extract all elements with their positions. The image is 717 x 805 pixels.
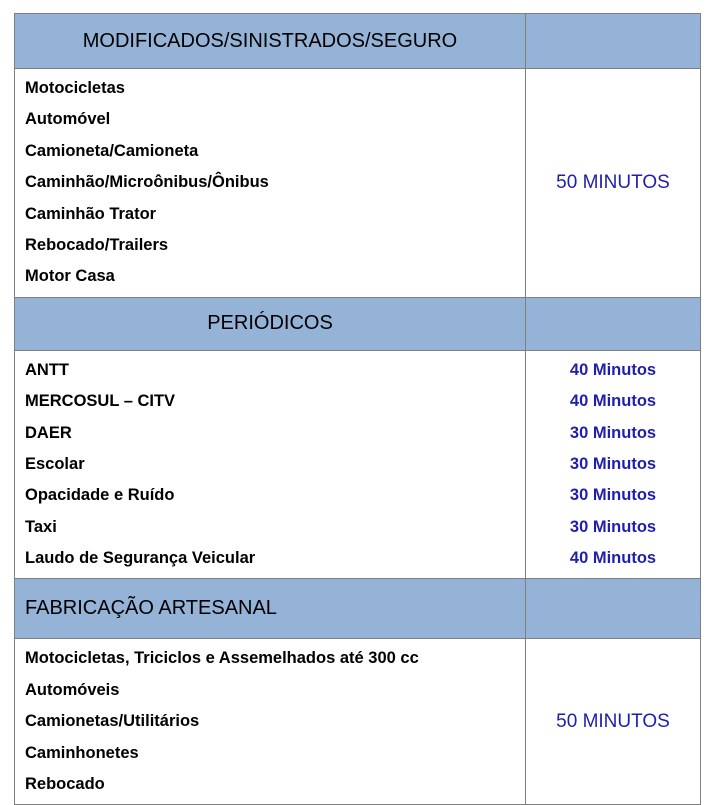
section-body-fabricacao — [15, 639, 701, 805]
inspection-duration-table — [14, 13, 701, 805]
list-item: Rebocado — [25, 775, 105, 794]
section-header-empty-cell — [526, 579, 701, 639]
section-header-empty-cell — [526, 297, 701, 350]
section-title: FABRICAÇÃO ARTESANAL — [15, 579, 526, 639]
list-item: Laudo de Segurança Veicular — [25, 549, 256, 568]
duration-value: 40 Minutos — [569, 549, 657, 568]
list-item: Motocicletas, Triciclos e Assemelhados até 300 cc — [25, 649, 419, 668]
duration-value: 30 Minutos — [569, 454, 657, 473]
list-item: Caminhão/Microônibus/Ônibus — [25, 173, 269, 192]
section-header-modificados — [15, 14, 701, 69]
inspection-list-cell — [15, 350, 526, 579]
section-header-fabricacao — [15, 579, 701, 639]
duration-value: 30 Minutos — [569, 517, 657, 536]
list-item: Escolar — [25, 454, 85, 473]
section-header-periodicos — [15, 297, 701, 350]
duration-value: 40 Minutos — [569, 360, 657, 379]
duration-value: 50 MINUTOS — [526, 69, 701, 298]
duration-value: 30 Minutos — [569, 486, 657, 505]
duration-value: 30 Minutos — [569, 423, 657, 442]
list-item: Rebocado/Trailers — [25, 235, 169, 254]
list-item: Automóveis — [25, 680, 120, 699]
list-item: Opacidade e Ruído — [25, 486, 175, 505]
list-item: ANTT — [25, 360, 69, 379]
list-item: MERCOSUL – CITV — [25, 392, 176, 411]
list-item: Camionetas/Utilitários — [25, 712, 200, 731]
list-item: Motor Casa — [25, 267, 115, 286]
list-item: Camioneta/Camioneta — [25, 141, 199, 160]
vehicle-list-cell — [15, 69, 526, 298]
duration-list-cell — [526, 350, 701, 579]
section-title: PERIÓDICOS — [15, 297, 526, 350]
duration-value: 50 MINUTOS — [526, 639, 701, 805]
list-item: Taxi — [25, 517, 57, 536]
list-item: Caminhonetes — [25, 743, 139, 762]
section-title: MODIFICADOS/SINISTRADOS/SEGURO — [15, 14, 526, 69]
duration-value: 40 Minutos — [569, 392, 657, 411]
list-item: Automóvel — [25, 110, 111, 129]
vehicle-list-cell — [15, 639, 526, 805]
list-item: DAER — [25, 423, 72, 442]
list-item: Caminhão Trator — [25, 204, 157, 223]
section-header-empty-cell — [526, 14, 701, 69]
section-body-modificados — [15, 69, 701, 298]
list-item: Motocicletas — [25, 79, 125, 97]
section-body-periodicos — [15, 350, 701, 579]
